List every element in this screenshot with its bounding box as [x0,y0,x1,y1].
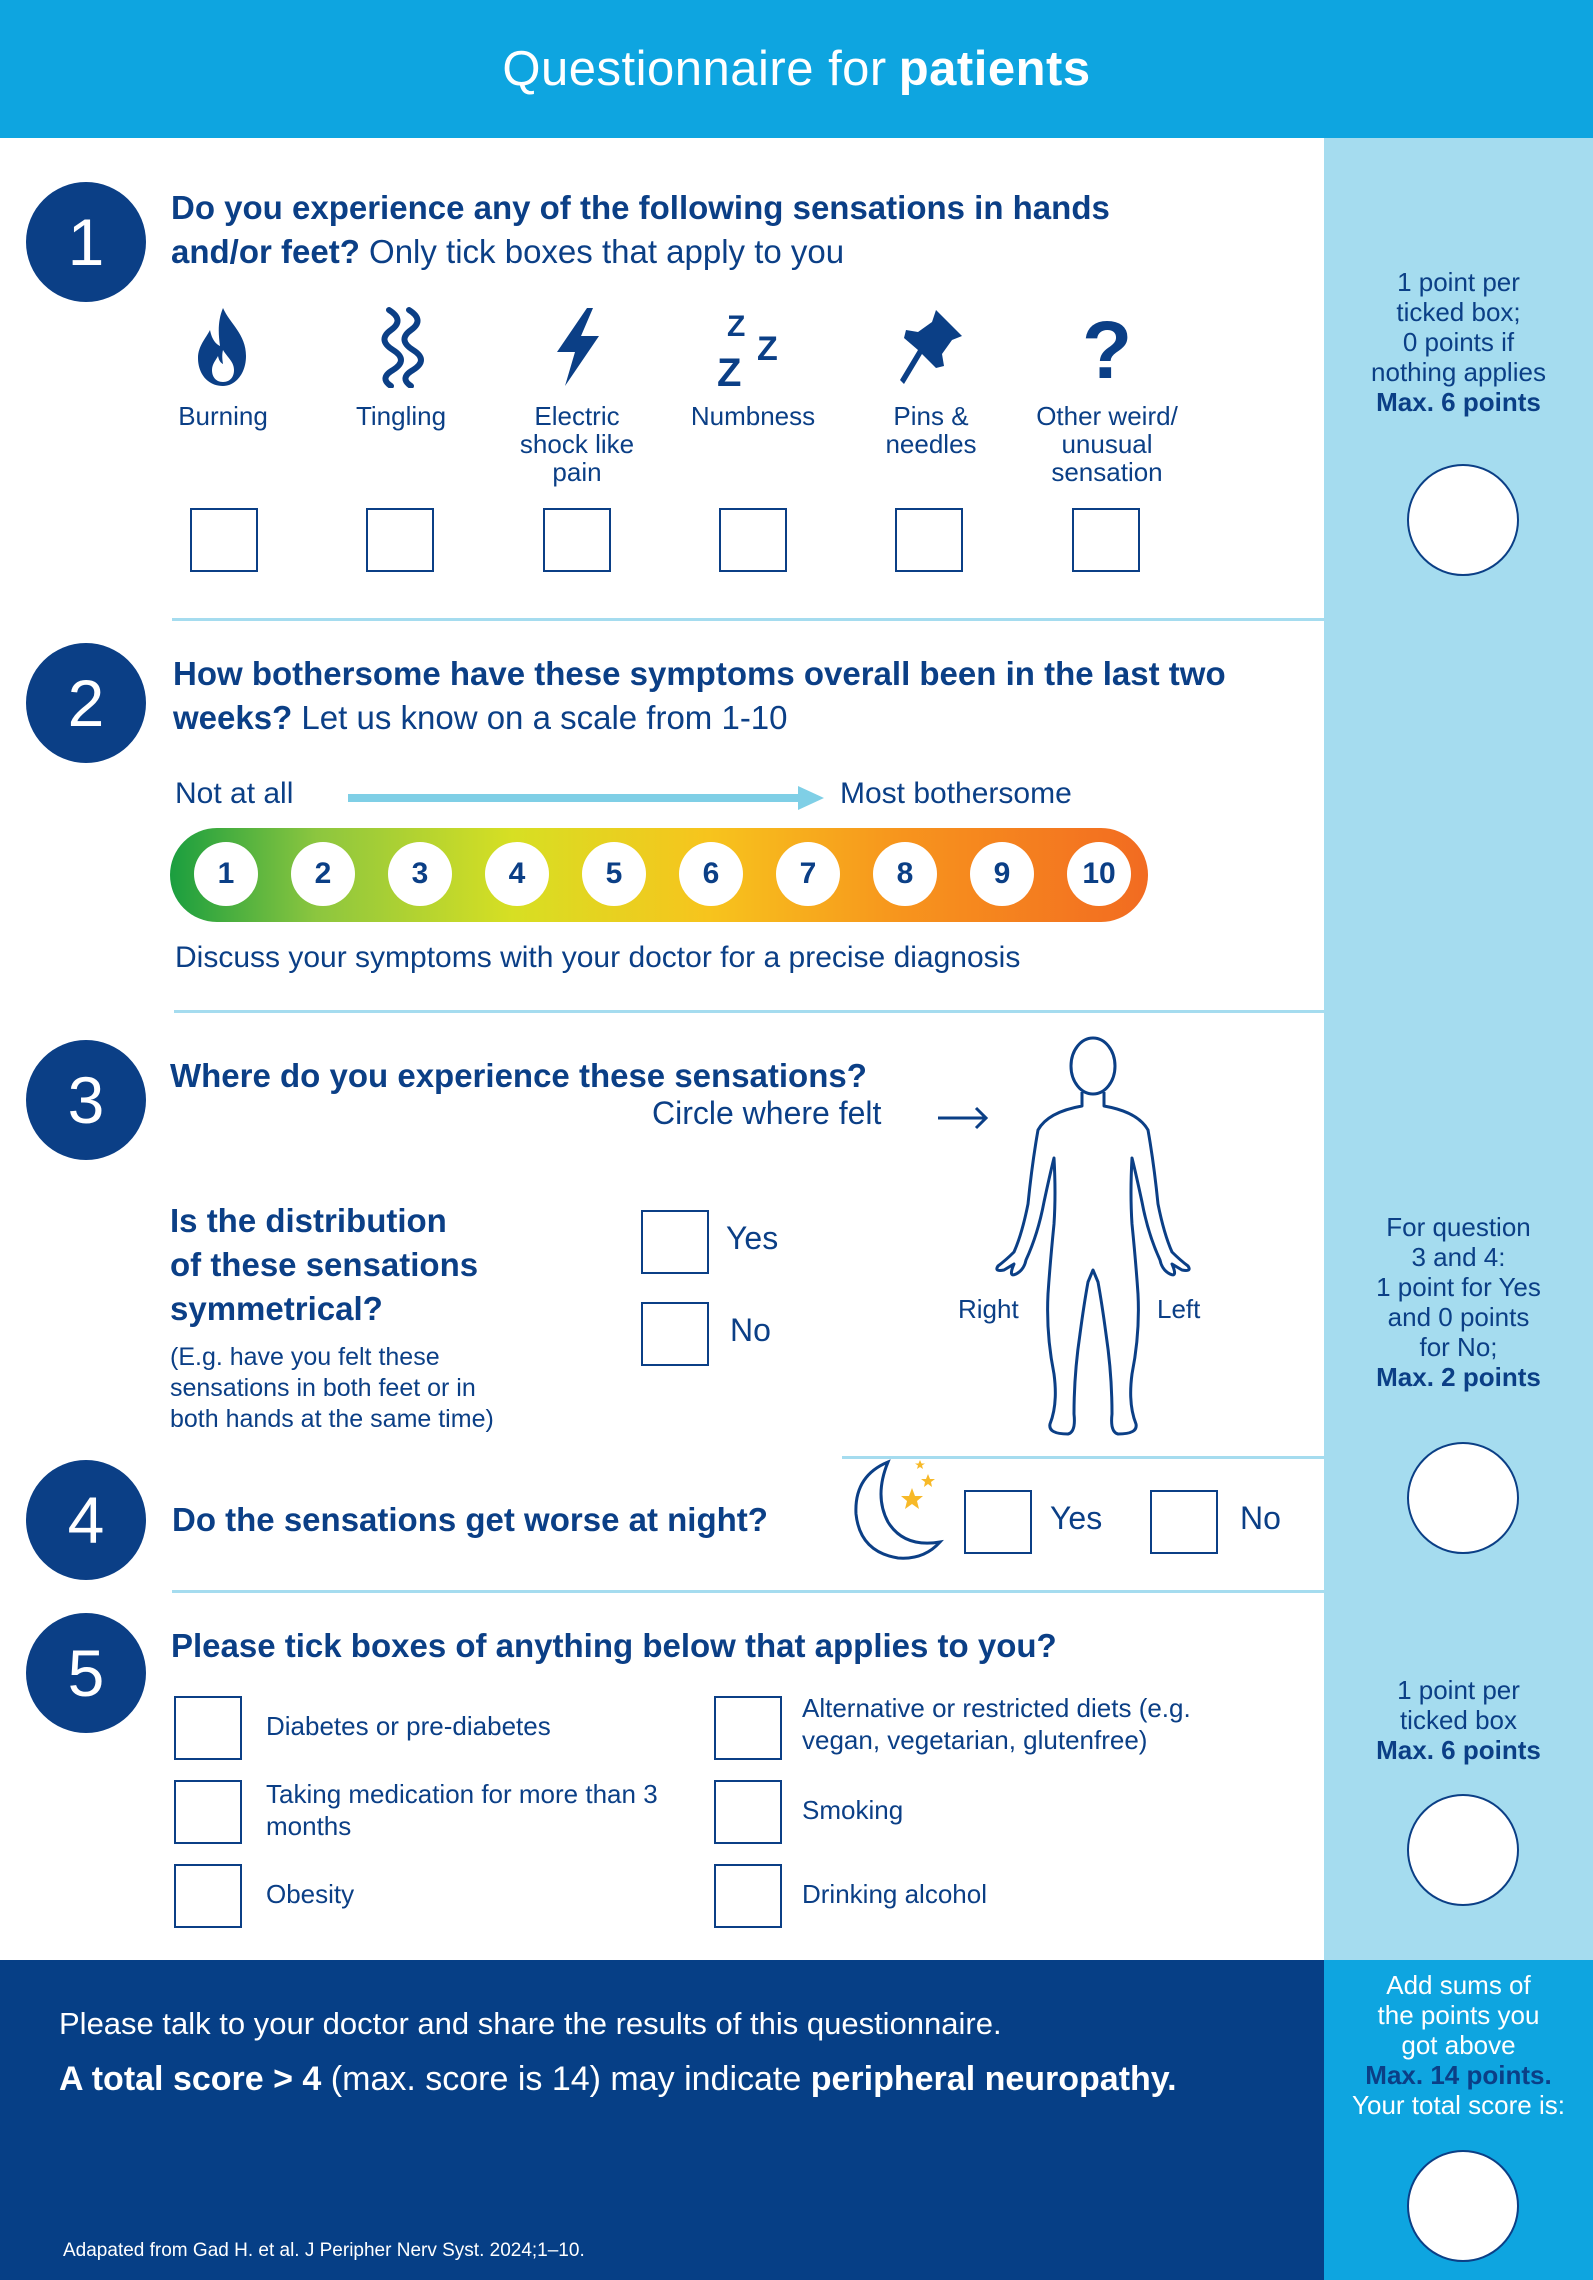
scale-option-3[interactable]: 3 [388,842,452,906]
option-burning [138,306,308,430]
symmetry-note [170,1342,494,1435]
item-medication-label: Taking medication for more than 3 months [266,1779,658,1841]
option-tingling [316,306,486,430]
header-title-prefix: Questionnaire for [502,42,887,96]
footer-line-2-end: peripheral neuropathy. [810,2060,1177,2098]
q2-note: Discuss your symptoms with your doctor for a precise diagnosis [175,941,1021,974]
item-smoking-label: Smoking [802,1795,904,1825]
question-1-number: 1 [26,182,146,302]
item-diets-label: Alternative or restricted diets (e.g. vegan, vegetarian, glutenfree) [802,1693,1191,1755]
total-score-note [1324,1970,1593,2120]
lightning-icon [547,306,607,388]
q5-side-max: Max. 6 points [1376,1735,1541,1765]
scale-option-2[interactable]: 2 [291,842,355,906]
q34-scoring-note [1324,1212,1593,1392]
question-3-title: Where do you experience these sensations? [170,1057,867,1094]
q1-side-line: 1 point per [1397,267,1520,297]
checkbox-symmetry-no[interactable] [641,1302,709,1366]
q1-side-line: ticked box; [1396,297,1521,327]
question-2-title-bold: How bothersome have these symptoms overall been in the last two weeks? [173,655,1226,736]
scale-high-label: Most bothersome [840,777,1072,810]
total-side-max: Max. 14 points. [1365,2060,1552,2090]
question-5-title: Please tick boxes of anything below that applies to you? [171,1627,1057,1664]
total-side-line: Add sums of [1386,1970,1531,2000]
page-header [0,0,1593,138]
circle-hint: Circle where felt [652,1095,882,1131]
scale-option-1[interactable]: 1 [194,842,258,906]
q1-side-max: Max. 6 points [1376,387,1541,417]
arrow-right-icon [938,1106,990,1130]
checkbox-electric-shock[interactable] [543,508,611,572]
question-1-title-rest: Only tick boxes that apply to you [369,233,845,270]
scale-option-4[interactable]: 4 [485,842,549,906]
body-outline-icon [988,1034,1201,1442]
q34-side-line: For question [1386,1212,1531,1242]
checkbox-tingling[interactable] [366,508,434,572]
body-left-label: Left [1157,1294,1201,1324]
scale-option-10[interactable]: 10 [1067,842,1131,906]
symmetry-question [170,1199,478,1331]
total-score-panel [1324,1960,1593,2280]
q1-side-line: nothing applies [1371,357,1546,387]
question-2-title [173,652,1233,740]
question-4-number: 4 [26,1460,146,1580]
scale-option-5[interactable]: 5 [582,842,646,906]
option-electric-shock-label [492,402,662,486]
divider [172,1590,1593,1593]
q5-side-line: ticked box [1399,1705,1518,1735]
item-alcohol-label: Drinking alcohol [802,1879,987,1909]
footer-line-1: Please talk to your doctor and share the results of this questionnaire. [59,2006,1002,2041]
question-4-title: Do the sensations get worse at night? [172,1501,768,1538]
pin-icon [896,306,966,388]
option-tingling-label: Tingling [355,401,447,431]
night-no-label: No [1240,1500,1281,1536]
svg-text:?: ? [1081,306,1133,388]
q1-scoring-note [1324,267,1593,417]
option-numbness [668,306,838,430]
checkbox-symmetry-yes[interactable] [641,1210,709,1274]
q1-side-line: 0 points if [1402,327,1515,357]
flame-icon [188,306,258,388]
checkbox-diabetes[interactable] [174,1696,242,1760]
night-yes-label: Yes [1050,1500,1103,1536]
option-pins-needles [846,306,1016,458]
question-5-number: 5 [26,1613,146,1733]
q34-side-line: 3 and 4: [1411,1242,1506,1272]
divider [174,1010,1593,1013]
q5-side-line: 1 point per [1397,1675,1520,1705]
symmetry-question-line: of these sensations [170,1246,479,1283]
checkbox-burning[interactable] [190,508,258,572]
tingling-icon [371,306,431,388]
q34-side-line: and 0 points [1387,1302,1530,1332]
q1-score-circle[interactable] [1407,464,1519,576]
symmetry-yes-label: Yes [726,1220,779,1256]
symmetry-note-line: (E.g. have you felt these [170,1343,440,1371]
question-3-number: 3 [26,1040,146,1160]
option-other-text: Other weird/ unusual sensation [1036,401,1178,487]
bothersome-scale [170,828,1148,922]
checkbox-night-no[interactable] [1150,1490,1218,1554]
total-side-line: got above [1401,2030,1516,2060]
checkbox-night-yes[interactable] [964,1490,1032,1554]
svg-text:Z: Z [727,310,746,343]
symmetry-question-line: Is the distribution [170,1202,447,1239]
option-electric-shock-text: Electric shock like pain [519,401,635,487]
footer-line-2-mid: (max. score is 14) may indicate [330,2060,802,2098]
q34-side-line: 1 point for Yes [1376,1272,1541,1302]
question-1-title [171,186,1171,274]
symmetry-question-line: symmetrical? [170,1290,383,1327]
option-other [1022,306,1192,486]
item-diabetes-label: Diabetes or pre-diabetes [266,1711,551,1741]
q34-side-max: Max. 2 points [1376,1362,1541,1392]
option-pins-needles-label [846,402,1016,458]
checkbox-smoking[interactable] [714,1780,782,1844]
option-electric-shock [492,306,662,486]
total-side-last: Your total score is: [1352,2090,1565,2120]
checkbox-diets[interactable] [714,1696,782,1760]
option-pins-needles-text: Pins & needles [885,401,977,459]
checkbox-numbness[interactable] [719,508,787,572]
symmetry-note-line: both hands at the same time) [170,1405,494,1433]
checkbox-medication[interactable] [174,1780,242,1844]
question-2-title-rest: Let us know on a scale from 1-10 [301,699,788,736]
symmetry-no-label: No [730,1312,771,1348]
q34-side-line: for No; [1419,1332,1498,1362]
question-1-title-bold: Do you experience any of the following sensations in hands and/or feet? [171,189,1110,270]
option-numbness-label: Numbness [690,401,816,431]
scale-low-label: Not at all [175,777,294,810]
q5-scoring-note [1324,1675,1593,1765]
total-side-line: the points you [1377,2000,1540,2030]
question-icon [1077,306,1137,388]
footer-line-2-bold: A total score > 4 [59,2060,322,2098]
scale-option-7[interactable]: 7 [776,842,840,906]
total-score-circle[interactable] [1407,2150,1519,2262]
question-2-number: 2 [26,643,146,763]
footer [0,1960,1324,2280]
body-right-label: Right [958,1294,1019,1324]
scale-option-9[interactable]: 9 [970,842,1034,906]
option-burning-label: Burning [178,401,268,431]
svg-text:Z: Z [717,351,742,388]
q5-score-circle[interactable] [1407,1794,1519,1906]
svg-text:Z: Z [757,330,778,368]
symmetry-note-line: sensations in both feet or in [170,1374,476,1402]
moon-stars-icon [848,1456,944,1562]
zzz-icon [713,306,793,388]
checkbox-alcohol[interactable] [714,1864,782,1928]
scale-arrow-icon [348,786,824,810]
checkbox-other[interactable] [1072,508,1140,572]
q34-score-circle[interactable] [1407,1442,1519,1554]
checkbox-pins-needles[interactable] [895,508,963,572]
scale-option-8[interactable]: 8 [873,842,937,906]
checkbox-obesity[interactable] [174,1864,242,1928]
footer-line-2 [59,2060,1177,2099]
option-other-label [1022,402,1192,486]
divider [172,618,1593,621]
scale-option-6[interactable]: 6 [679,842,743,906]
item-obesity-label: Obesity [266,1879,355,1909]
header-title-bold: patients [898,42,1091,96]
footer-citation: Adapated from Gad H. et al. J Peripher Nerv Syst. 2024;1–10. [63,2240,585,2261]
